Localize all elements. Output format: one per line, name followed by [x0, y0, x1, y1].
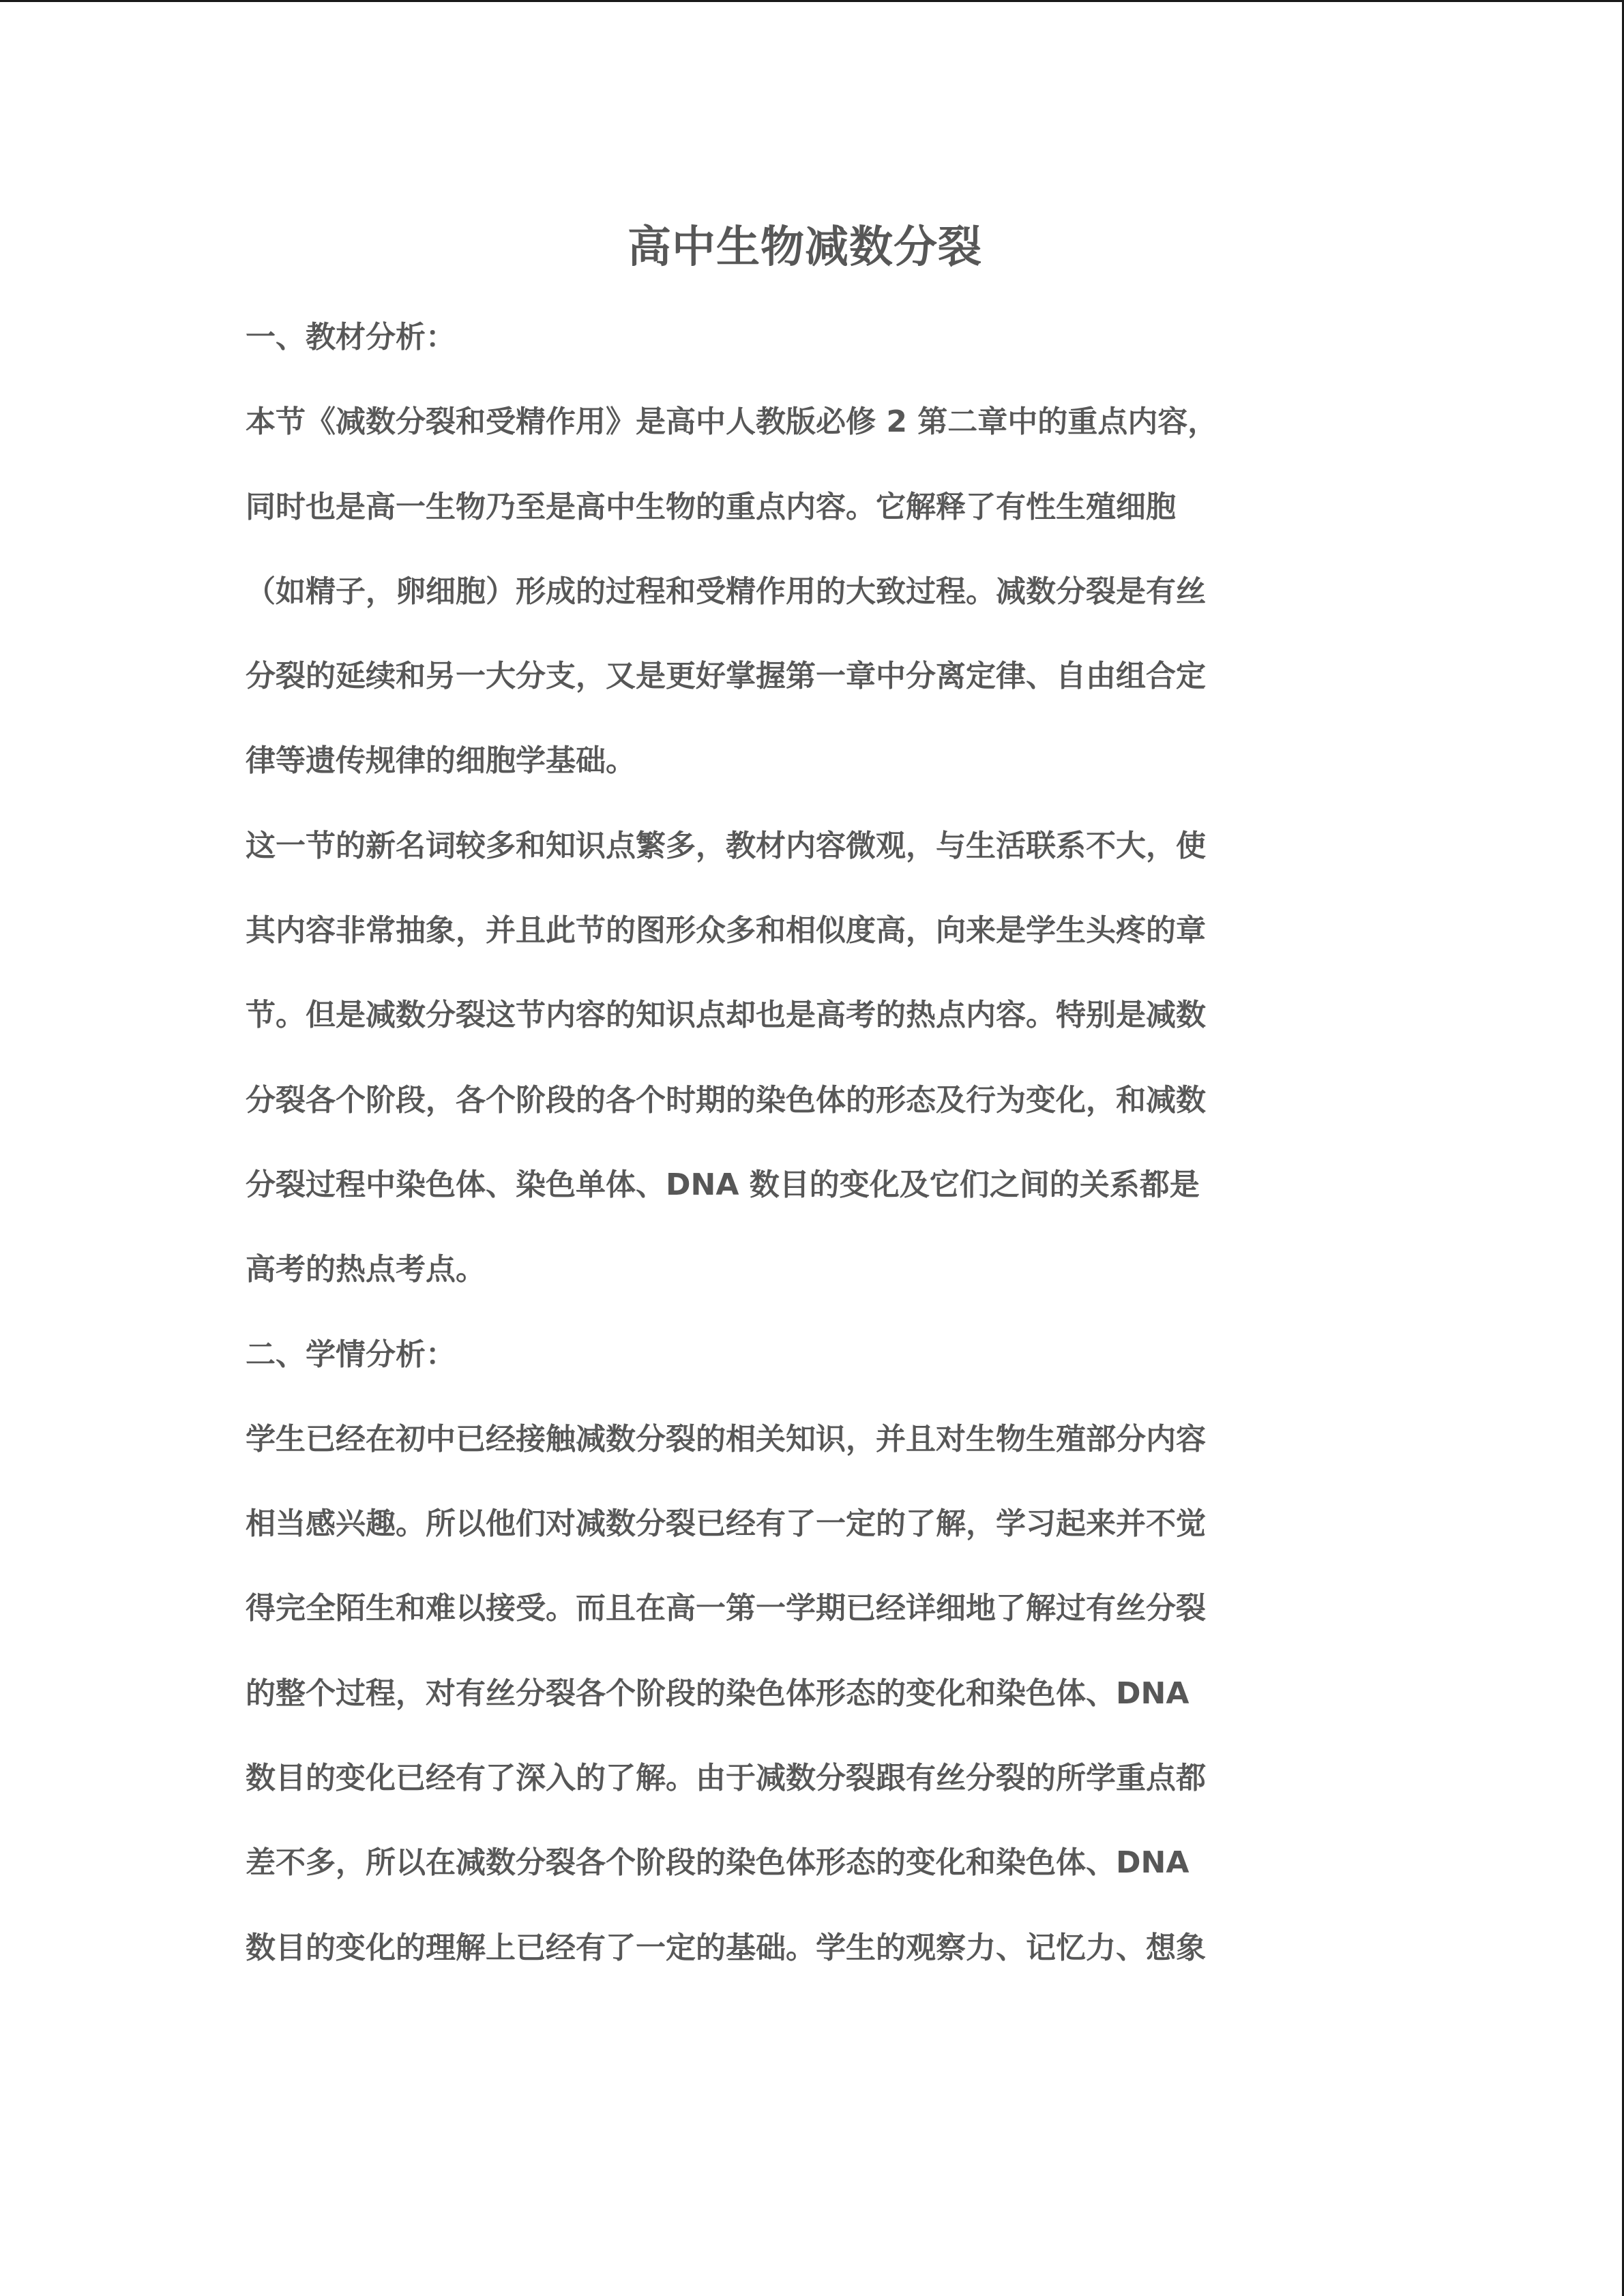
paragraph-line: 同时也是高一生物乃至是高中生物的重点内容。它解释了有性生殖细胞 [246, 489, 1176, 524]
paragraph-line: 节。但是减数分裂这节内容的知识点却也是高考的热点内容。特别是减数 [246, 998, 1206, 1033]
paragraph-line: 高考的热点考点。 [246, 1252, 486, 1287]
paragraph-line: 分裂过程中染色体、染色单体、DNA 数目的变化及它们之间的关系都是 [246, 1167, 1200, 1202]
paragraph-line: 律等遗传规律的细胞学基础。 [246, 743, 636, 779]
paragraph-line: 其内容非常抽象，并且此节的图形众多和相似度高，向来是学生头疼的章 [246, 913, 1206, 949]
paragraph-line: 分裂各个阶段，各个阶段的各个时期的染色体的形态及行为变化，和减数 [246, 1082, 1206, 1118]
document-body [246, 207, 1364, 1991]
paragraph-line: 数目的变化已经有了深入的了解。由于减数分裂跟有丝分裂的所学重点都 [246, 1761, 1206, 1796]
paragraph-line: 本节《减数分裂和受精作用》是高中人教版必修 2 第二章中的重点内容， [246, 404, 1218, 440]
paragraph-line: 分裂的延续和另一大分支，又是更好掌握第一章中分离定律、自由组合定 [246, 659, 1206, 694]
paragraph-line: 的整个过程，对有丝分裂各个阶段的染色体形态的变化和染色体、DNA [246, 1675, 1190, 1711]
paragraph-line: 相当感兴趣。所以他们对减数分裂已经有了一定的了解，学习起来并不觉 [246, 1506, 1206, 1542]
paragraph-line: 学生已经在初中已经接触减数分裂的相关知识，并且对生物生殖部分内容 [246, 1421, 1206, 1457]
paragraph-line: 差不多，所以在减数分裂各个阶段的染色体形态的变化和染色体、DNA [246, 1845, 1190, 1881]
section-heading-student-analysis: 二、学情分析： [246, 1337, 456, 1372]
paragraph-line: 数目的变化的理解上已经有了一定的基础。学生的观察力、记忆力、想象 [246, 1930, 1206, 1965]
document-title: 高中生物减数分裂 [628, 222, 982, 273]
paragraph-line: 这一节的新名词较多和知识点繁多，教材内容微观，与生活联系不大，使 [246, 828, 1206, 863]
paragraph-line: （如精子，卵细胞）形成的过程和受精作用的大致过程。减数分裂是有丝 [246, 573, 1206, 609]
section-heading-textbook-analysis: 一、教材分析： [246, 320, 456, 355]
paragraph-line: 得完全陌生和难以接受。而且在高一第一学期已经详细地了解过有丝分裂 [246, 1591, 1206, 1626]
